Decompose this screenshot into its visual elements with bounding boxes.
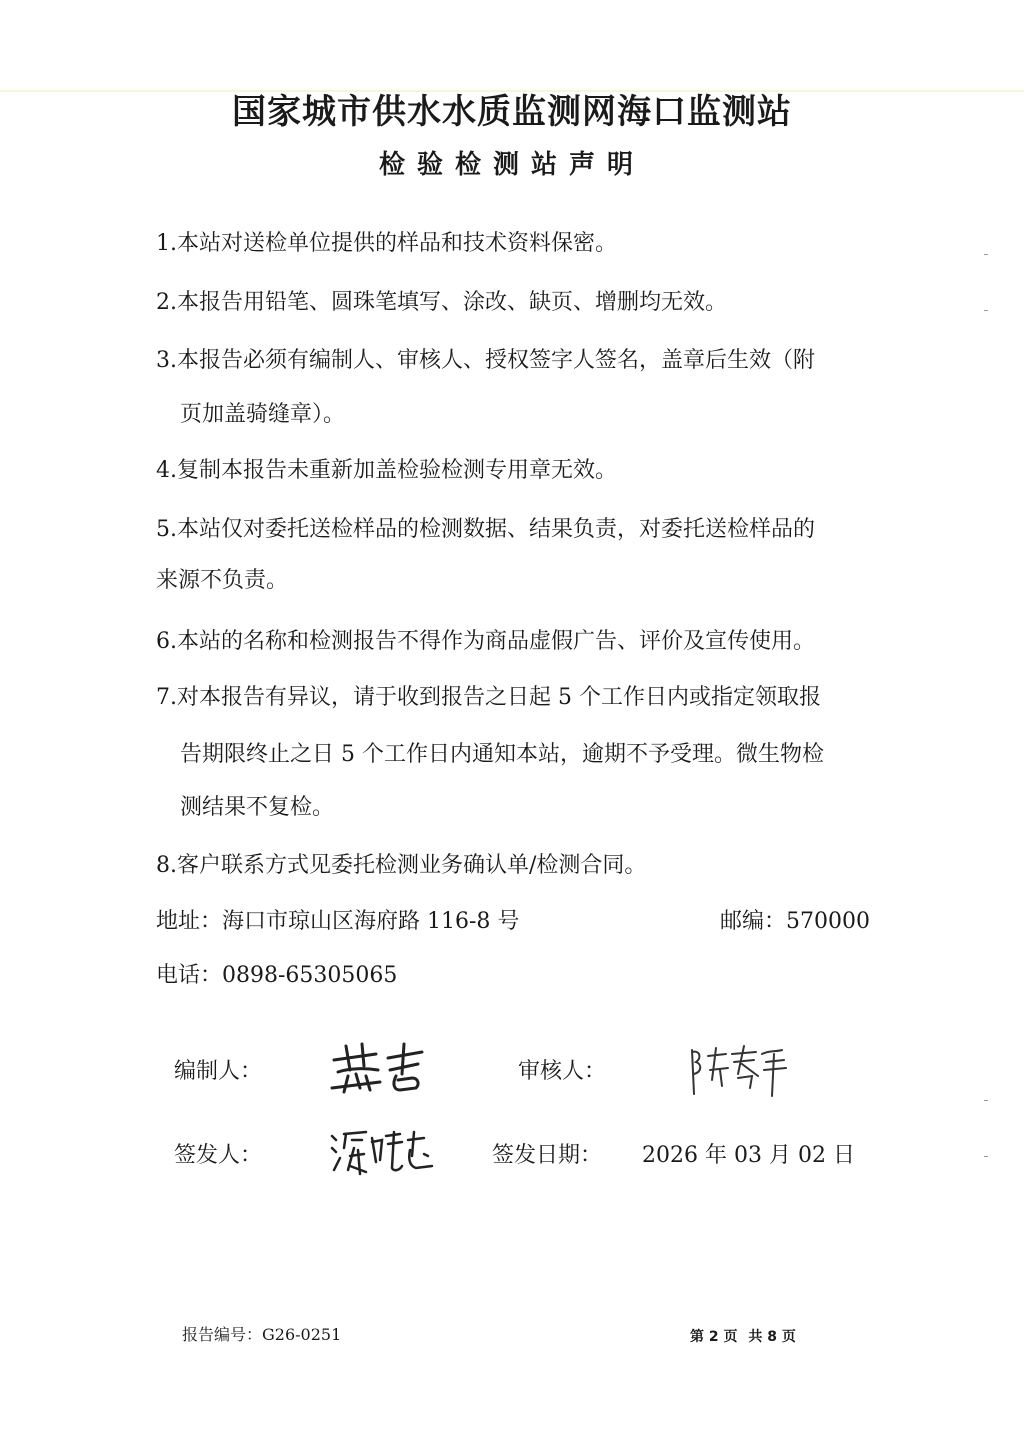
- scan-mark: [984, 254, 988, 255]
- clause-6: 6.本站的名称和检测报告不得作为商品虚假广告、评价及宣传使用。: [156, 629, 815, 654]
- document-title: 国家城市供水水质监测网海口监测站: [232, 92, 792, 132]
- page-indicator: [690, 1326, 802, 1346]
- clause-5-continued: 来源不负责。: [156, 568, 289, 593]
- reviewer-label: 审核人：: [518, 1059, 607, 1084]
- clause-8: 8.客户联系方式见委托检测业务确认单/检测合同。: [156, 853, 647, 878]
- document-subtitle: 检验检测站声明: [378, 150, 645, 180]
- clause-5: 5.本站仅对委托送检样品的检测数据、结果负责，对委托送检样品的: [156, 517, 815, 542]
- clause-2: 2.本报告用铅笔、圆珠笔填写、涂改、缺页、增删均无效。: [156, 290, 727, 315]
- clause-3: 3.本报告必须有编制人、审核人、授权签字人签名，盖章后生效（附: [156, 348, 815, 373]
- clause-3-continued: 页加盖骑缝章）。: [180, 402, 346, 427]
- report-number: 报告编号：G26-0251: [182, 1325, 342, 1344]
- address-row: [156, 908, 870, 936]
- postcode: 邮编：570000: [720, 909, 870, 934]
- scan-mark: [984, 1100, 988, 1101]
- clause-4: 4.复制本报告未重新加盖检验检测专用章无效。: [156, 458, 617, 483]
- issuer-signature: [328, 1126, 438, 1180]
- clause-7-continued-2: 测结果不复检。: [180, 795, 335, 820]
- issue-date: 2026 年 03 月 02 日: [642, 1143, 855, 1168]
- issuer-label: 签发人：: [174, 1143, 263, 1168]
- scan-mark: [984, 1156, 988, 1157]
- issue-date-label: 签发日期：: [492, 1143, 603, 1168]
- compiler-signature: [326, 1040, 430, 1096]
- scan-mark: [984, 310, 988, 311]
- clause-1: 1.本站对送检单位提供的样品和技术资料保密。: [156, 231, 617, 256]
- clause-7-continued: 告期限终止之日 5 个工作日内通知本站，逾期不予受理。微生物检: [180, 742, 824, 767]
- address: 地址：海口市琼山区海府路 116-8 号: [156, 909, 520, 934]
- page-current: 第 2 页: [690, 1329, 738, 1345]
- compiler-label: 编制人：: [174, 1059, 263, 1084]
- reviewer-signature: [686, 1040, 790, 1100]
- page-total: 共 8 页: [748, 1329, 796, 1345]
- phone: 电话：0898-65305065: [156, 963, 398, 988]
- clause-7: 7.对本报告有异议，请于收到报告之日起 5 个工作日内或指定领取报: [156, 685, 821, 710]
